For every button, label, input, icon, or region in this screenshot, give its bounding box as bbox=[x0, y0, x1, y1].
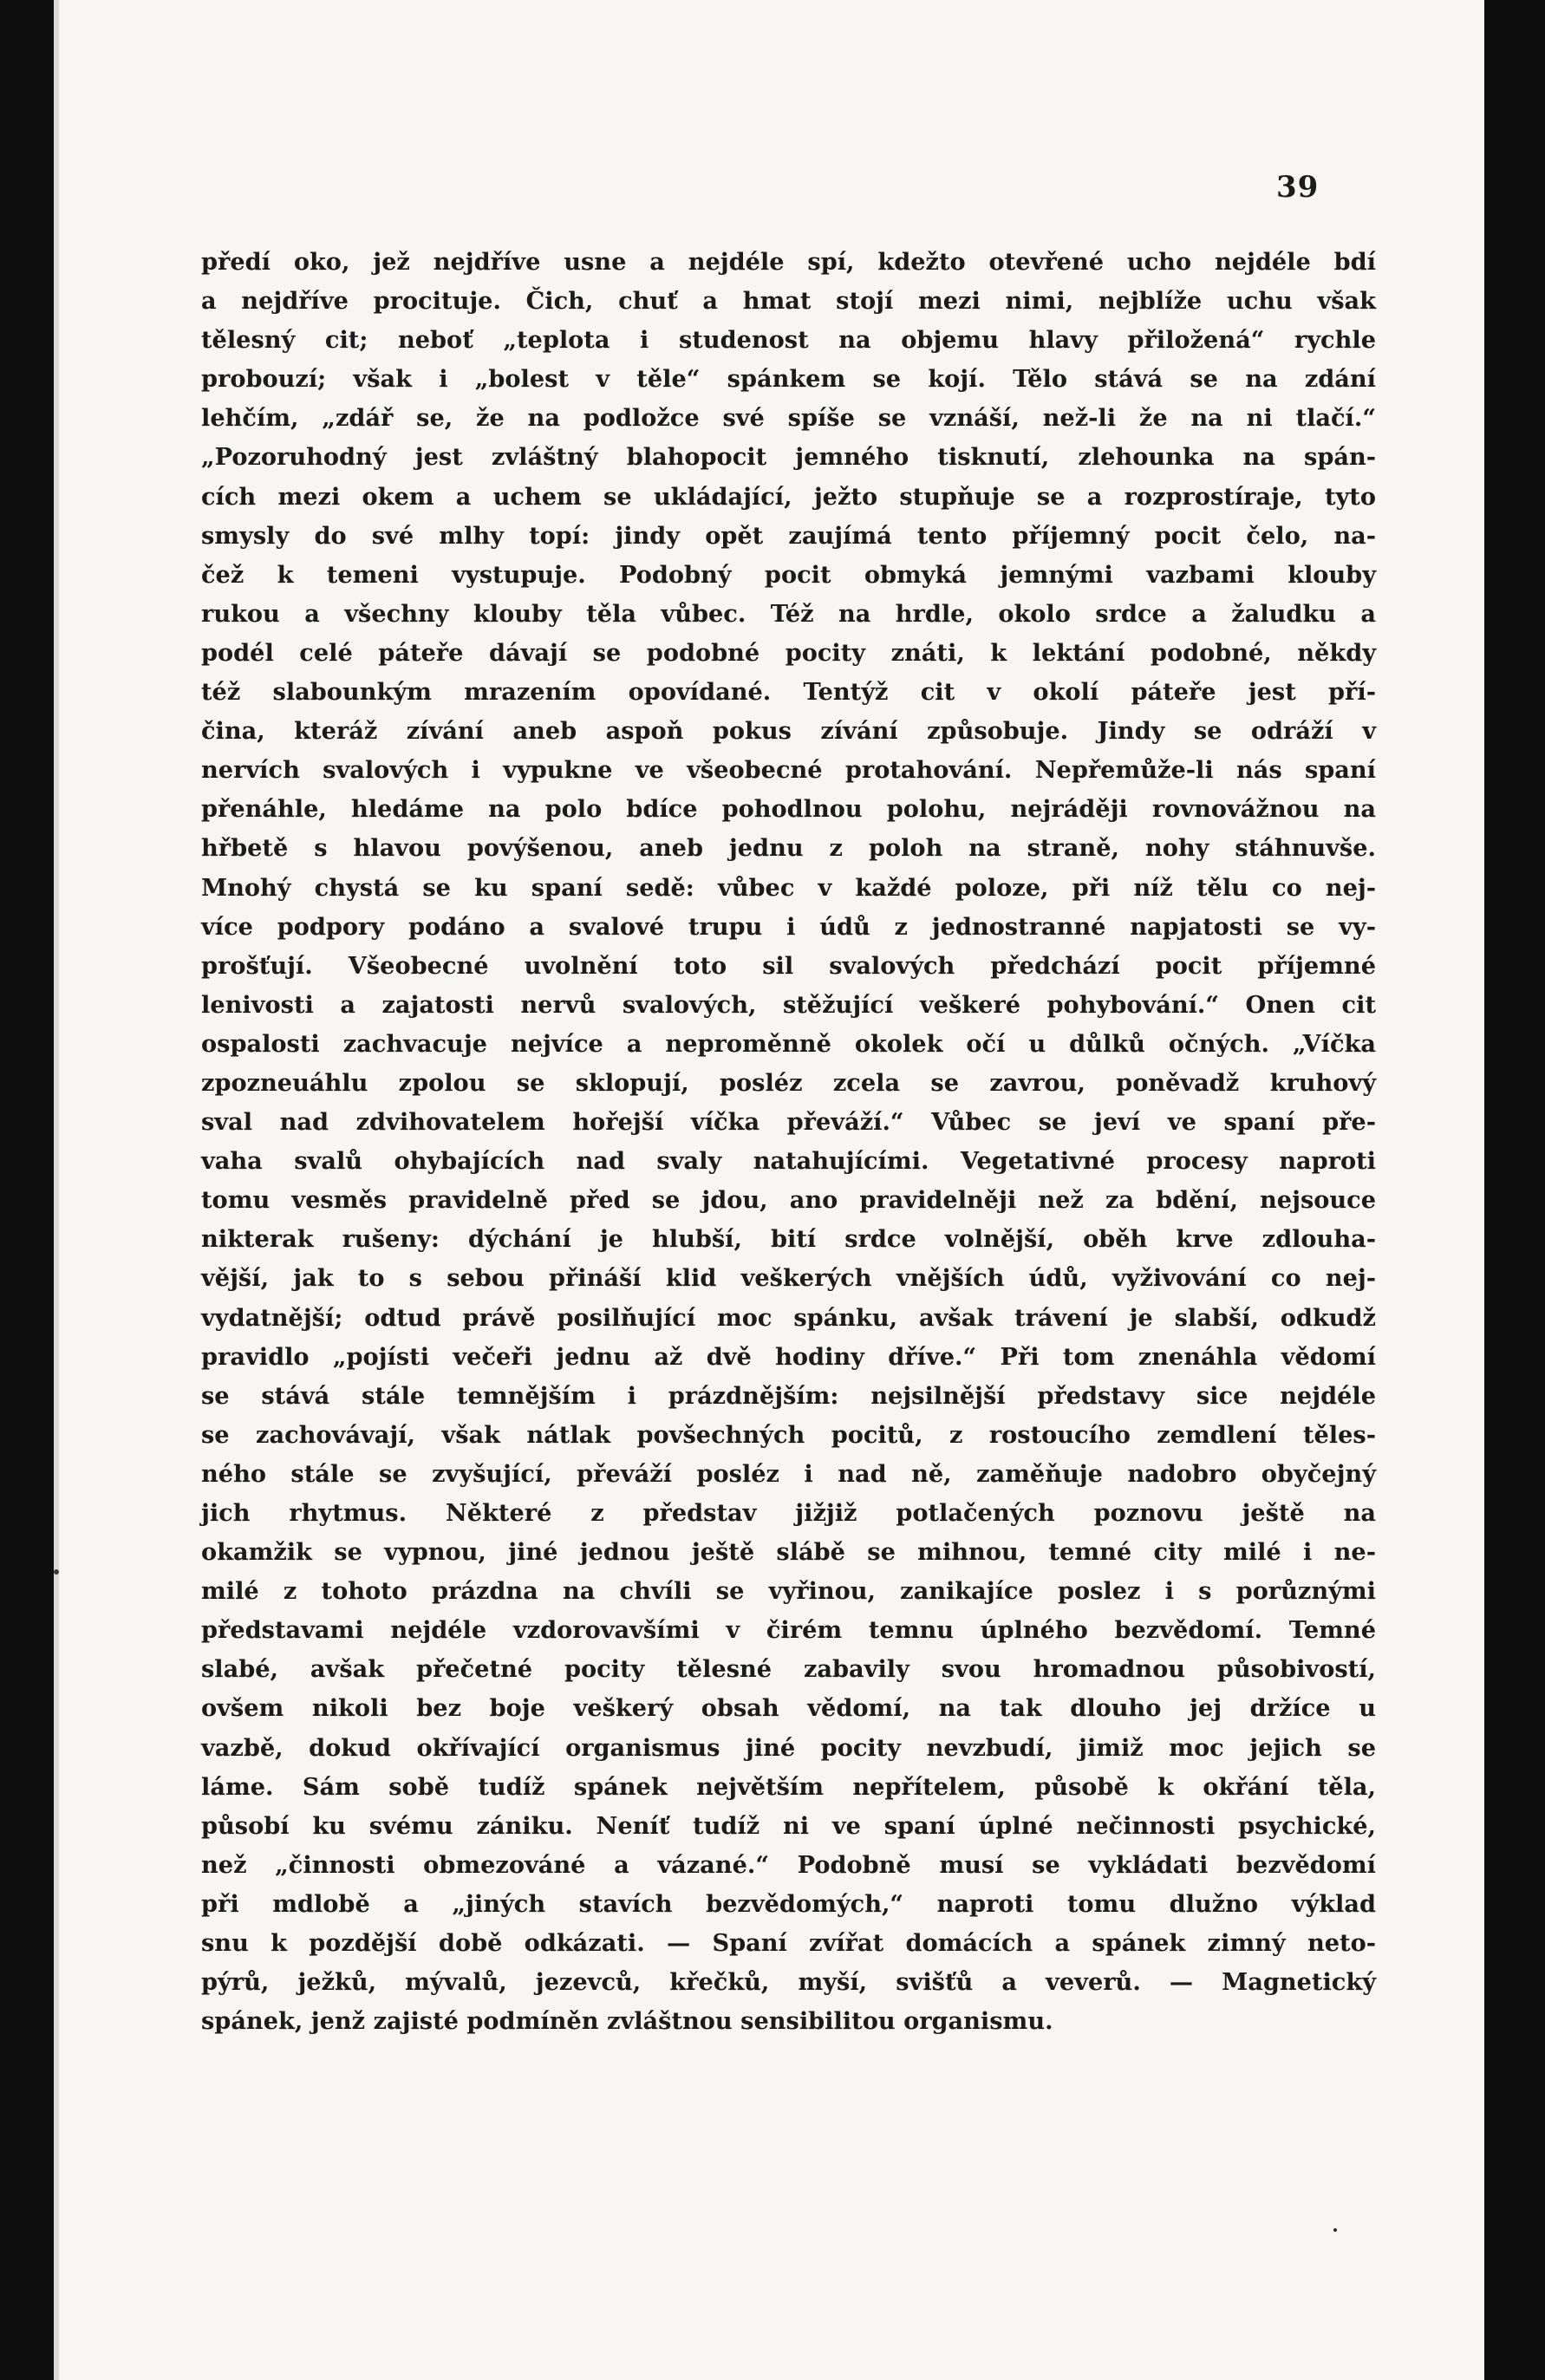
text-line: ovšem nikoli bez boje veškerý obsah vědomí, na tak dlouho jej držíce u bbox=[201, 1694, 1376, 1723]
text-line: okamžik se vypnou, jiné jednou ještě slábě se mihnou, temné city milé i ne- bbox=[201, 1538, 1376, 1567]
scan-border-left bbox=[0, 0, 54, 2380]
text-line: též slabounkým mrazením opovídané. Tentýž cit v okolí páteře jest pří- bbox=[201, 678, 1376, 707]
text-line: předí oko, jež nejdříve usne a nejdéle spí, kdežto otevřené ucho nejdéle bdí bbox=[201, 248, 1376, 276]
text-line: více podpory podáno a svalové trupu i údů z jednostranné napjatosti se vy- bbox=[201, 912, 1376, 941]
text-line: působí ku svému zániku. Neníť tudíž ni ve spaní úplné nečinnosti psychické, bbox=[201, 1811, 1376, 1840]
text-line: vazbě, dokud okřívající organismus jiné pocity nevzbudí, jimiž moc jejich se bbox=[201, 1733, 1376, 1762]
text-line: vější, jak to s sebou přináší klid veškerých vnějších údů, vyživování co nej- bbox=[201, 1264, 1376, 1293]
text-line: rukou a všechny klouby těla vůbec. Též na hrdle, okolo srdce a žaludku a bbox=[201, 599, 1376, 628]
text-line: přenáhle, hledáme na polo bdíce pohodlnou polohu, nejráději rovnovážnou na bbox=[201, 795, 1376, 824]
scan-speck bbox=[54, 1569, 59, 1575]
text-line: se stává stále temnějším i prázdnějším: nejsilnější představy sice nejdéle bbox=[201, 1381, 1376, 1410]
text-line: vydatnější; odtud právě posilňující moc spánku, avšak trávení je slabší, odkudž bbox=[201, 1303, 1376, 1332]
text-line: lehčím, „zdář se, že na podložce své spíše se vznáší, než-li že na ni tlačí.“ bbox=[201, 404, 1376, 433]
body-text bbox=[201, 243, 1376, 2041]
text-line: tělesný cit; neboť „teplota i studenost na objemu hlavy přiložená“ rychle bbox=[201, 326, 1376, 355]
text-line: ospalosti zachvacuje nejvíce a neproměnně okolek očí u důlků očných. „Víčka bbox=[201, 1029, 1376, 1058]
text-line: hřbetě s hlavou povýšenou, aneb jednu z poloh na straně, nohy stáhnuvše. bbox=[201, 834, 1376, 863]
text-line: než „činnosti obmezováné a vázané.“ Podobně musí se vykládati bezvědomí bbox=[201, 1850, 1376, 1879]
text-line: ného stále se zvyšující, převáží posléz i nad ně, zaměňuje nadobro obyčejný bbox=[201, 1459, 1376, 1488]
text-line: „Pozoruhodný jest zvláštný blahopocit jemného tisknutí, zlehounka na spán- bbox=[201, 443, 1376, 472]
text-line: lenivosti a zajatosti nervů svalových, stěžující veškeré pohybování.“ Onen cit bbox=[201, 990, 1376, 1019]
text-line: snu k pozdější době odkázati. — Spaní zvířat domácích a spánek zimný neto- bbox=[201, 1929, 1376, 1958]
text-line: vaha svalů ohybajících nad svaly natahujícími. Vegetativné procesy naproti bbox=[201, 1147, 1376, 1176]
text-line: pýrů, ježků, mývalů, jezevců, křečků, myší, svišťů a veverů. — Magnetický bbox=[201, 1968, 1376, 1997]
text-line: probouzí; však i „bolest v těle“ spánkem se kojí. Tělo stává se na zdání bbox=[201, 365, 1376, 394]
text-line: se zachovávají, však nátlak povšechných pocitů, z rostoucího zemdlení těles- bbox=[201, 1420, 1376, 1449]
text-line: nervích svalových i vypukne ve všeobecné protahování. Nepřemůže-li nás spaní bbox=[201, 756, 1376, 785]
text-line: prošťují. Všeobecné uvolnění toto sil svalových předchází pocit příjemné bbox=[201, 951, 1376, 980]
scan-border-right bbox=[1484, 0, 1545, 2380]
text-line: tomu vesměs pravidelně před se jdou, ano pravidelněji než za bdění, nejsouce bbox=[201, 1186, 1376, 1215]
text-line: čina, kteráž zívání aneb aspoň pokus zívání způsobuje. Jindy se odráží v bbox=[201, 717, 1376, 746]
text-line: milé z tohoto prázdna na chvíli se vyřinou, zanikajíce poslez i s porůznými bbox=[201, 1577, 1376, 1606]
text-line: představami nejdéle vzdorovavšími v čirém temnu úplného bezvědomí. Temné bbox=[201, 1616, 1376, 1645]
text-line: při mdlobě a „jiných stavích bezvědomých,“ naproti tomu dlužno výklad bbox=[201, 1889, 1376, 1918]
text-line: sval nad zdvihovatelem hořejší víčka převáží.“ Vůbec se jeví ve spaní pře- bbox=[201, 1108, 1376, 1137]
text-line: Mnohý chystá se ku spaní sedě: vůbec v každé poloze, při níž tělu co nej- bbox=[201, 873, 1376, 902]
text-line: a nejdříve procituje. Čich, chuť a hmat stojí mezi nimi, nejblíže uchu však bbox=[201, 287, 1376, 316]
scan-speck bbox=[1333, 2228, 1337, 2232]
text-line: pravidlo „pojísti večeři jednu až dvě hodiny dříve.“ Při tom znenáhla vědomí bbox=[201, 1342, 1376, 1371]
text-line: láme. Sám sobě tudíž spánek největším nepřítelem, působě k okřání těla, bbox=[201, 1772, 1376, 1801]
text-line: spánek, jenž zajisté podmíněn zvláštnou sensibilitou organismu. bbox=[201, 2007, 1053, 2036]
text-line: cích mezi okem a uchem se ukládající, ježto stupňuje se a rozprostíraje, tyto bbox=[201, 482, 1376, 511]
text-line: čež k temeni vystupuje. Podobný pocit obmyká jemnými vazbami klouby bbox=[201, 560, 1376, 589]
text-line: slabé, avšak přečetné pocity tělesné zabavily svou hromadnou působivostí, bbox=[201, 1655, 1376, 1684]
text-line: podél celé páteře dávají se podobné pocity znáti, k lektání podobné, někdy bbox=[201, 638, 1376, 667]
text-line: jich rhytmus. Některé z představ jižjiž potlačených poznovu ještě na bbox=[201, 1499, 1376, 1527]
book-page bbox=[54, 0, 1484, 2380]
text-line: zpozneuáhlu zpolou se sklopují, posléz zcela se zavrou, poněvadž kruhový bbox=[201, 1068, 1376, 1097]
page-number: 39 bbox=[1276, 170, 1320, 205]
text-line: nikterak rušeny: dýchání je hlubší, bití srdce volnější, oběh krve zdlouha- bbox=[201, 1225, 1376, 1254]
page-edge-shadow bbox=[54, 0, 59, 2380]
text-line: smysly do své mlhy topí: jindy opět zaujímá tento příjemný pocit čelo, na- bbox=[201, 521, 1376, 550]
